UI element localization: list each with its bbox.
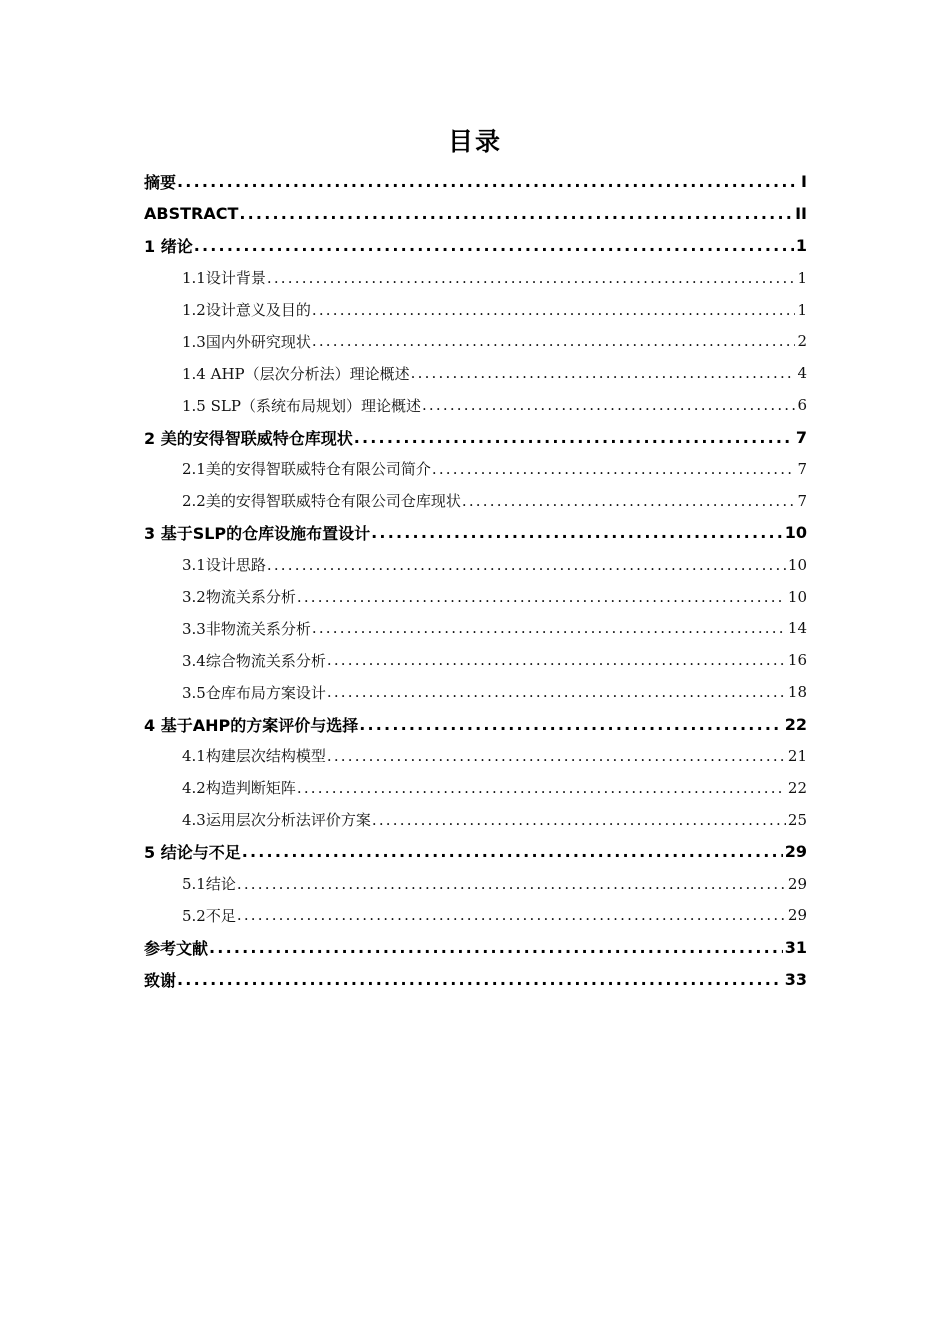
toc-section-entry[interactable] — [144, 772, 807, 804]
toc-page-number: 29 — [784, 842, 807, 862]
toc-page-number: 1 — [797, 268, 807, 287]
toc-dot-leader — [422, 396, 795, 414]
toc-section-entry[interactable] — [144, 740, 807, 772]
toc-entry-label: 4.1构建层次结构模型 — [182, 747, 326, 766]
toc-page-number: 16 — [787, 651, 807, 670]
toc-entry-label: 5.2不足 — [182, 906, 236, 925]
toc-dot-leader — [462, 492, 796, 510]
toc-dot-leader — [312, 301, 796, 319]
toc-page-number: 22 — [787, 778, 807, 797]
toc-section-entry[interactable] — [144, 389, 807, 421]
toc-entry-label: 5.1结论 — [182, 875, 236, 894]
toc-page-number: 29 — [787, 874, 807, 893]
toc-chapter-entry[interactable] — [144, 931, 807, 963]
toc-dot-leader — [312, 619, 786, 637]
toc-page-number: 1 — [795, 236, 807, 256]
toc-dot-leader — [432, 460, 796, 478]
toc-page-number: 7 — [795, 427, 807, 447]
toc-dot-leader — [267, 269, 796, 287]
toc-entry-label: 2 美的安得智联威特仓库现状 — [144, 428, 353, 448]
toc-page-number: 22 — [784, 714, 807, 734]
toc-section-entry[interactable] — [144, 453, 807, 485]
toc-section-entry[interactable] — [144, 294, 807, 326]
toc-section-entry[interactable] — [144, 676, 807, 708]
toc-section-entry[interactable] — [144, 899, 807, 931]
toc-page-number: 25 — [787, 810, 807, 829]
toc-page-number: 18 — [787, 683, 807, 702]
toc-page-number: 10 — [787, 587, 807, 606]
toc-chapter-entry[interactable] — [144, 836, 807, 868]
toc-entry-label: 1 绪论 — [144, 237, 193, 257]
toc-entry-label: 3.3非物流关系分析 — [182, 619, 311, 638]
toc-entry-label: 1.3国内外研究现状 — [182, 332, 311, 351]
toc-dot-leader — [371, 523, 783, 542]
toc-page-number: 7 — [797, 459, 807, 478]
toc-dot-leader — [267, 556, 786, 574]
toc-entry-label: 参考文献 — [144, 938, 209, 958]
toc-page-number: 2 — [797, 332, 807, 351]
toc-title: 目录 — [447, 127, 502, 156]
table-of-contents — [144, 166, 807, 995]
toc-dot-leader — [194, 236, 794, 255]
toc-section-entry[interactable] — [144, 804, 807, 836]
toc-entry-label: 4.3运用层次分析法评价方案 — [182, 811, 371, 830]
toc-dot-leader — [209, 938, 783, 957]
toc-entry-label: 3.4综合物流关系分析 — [182, 651, 326, 670]
toc-dot-leader — [177, 970, 783, 989]
toc-dot-leader — [177, 172, 799, 191]
toc-section-entry[interactable] — [144, 262, 807, 294]
toc-section-entry[interactable] — [144, 868, 807, 900]
toc-dot-leader — [411, 364, 796, 382]
toc-page-number: 31 — [784, 937, 807, 957]
toc-page-number: 10 — [787, 555, 807, 574]
toc-page-number: I — [801, 172, 807, 192]
toc-entry-label: 1.2设计意义及目的 — [182, 301, 311, 319]
toc-page-number: 10 — [784, 523, 807, 543]
toc-entry-label: 3.2物流关系分析 — [182, 588, 296, 607]
toc-dot-leader — [354, 428, 794, 447]
toc-chapter-entry[interactable] — [144, 517, 807, 549]
toc-dot-leader — [359, 715, 783, 734]
toc-entry-label: 5 结论与不足 — [144, 843, 241, 863]
toc-chapter-entry[interactable] — [144, 166, 807, 198]
toc-entry-label: 摘要 — [144, 173, 177, 193]
toc-chapter-entry[interactable] — [144, 708, 807, 740]
toc-entry-label: 2.2美的安得智联威特仓有限公司仓库现状 — [182, 492, 461, 511]
toc-entry-label: 1.4 AHP（层次分析法）理论概述 — [182, 364, 410, 383]
toc-section-entry[interactable] — [144, 581, 807, 613]
toc-section-entry[interactable] — [144, 325, 807, 357]
toc-page-number: 21 — [787, 746, 807, 765]
toc-entry-label: 2.1美的安得智联威特仓有限公司简介 — [182, 460, 431, 479]
toc-dot-leader — [297, 588, 786, 606]
toc-dot-leader — [242, 842, 783, 861]
toc-entry-label: ABSTRACT — [144, 204, 239, 224]
toc-dot-leader — [297, 779, 786, 797]
toc-dot-leader — [312, 332, 796, 350]
toc-page-number: 14 — [787, 619, 807, 638]
toc-entry-label: 3.1设计思路 — [182, 556, 266, 575]
toc-section-entry[interactable] — [144, 357, 807, 389]
toc-chapter-entry[interactable] — [144, 963, 807, 995]
toc-dot-leader — [239, 204, 793, 223]
toc-page-number: 33 — [784, 969, 807, 989]
toc-entry-label: 1.1设计背景 — [182, 269, 266, 288]
toc-section-entry[interactable] — [144, 485, 807, 517]
toc-section-entry[interactable] — [144, 612, 807, 644]
toc-dot-leader — [327, 747, 786, 765]
toc-entry-label: 4 基于AHP的方案评价与选择 — [144, 715, 359, 735]
toc-dot-leader — [327, 683, 786, 701]
toc-section-entry[interactable] — [144, 644, 807, 676]
toc-page-number: 4 — [797, 364, 807, 383]
toc-dot-leader — [327, 651, 786, 669]
toc-chapter-entry[interactable] — [144, 198, 807, 230]
toc-section-entry[interactable] — [144, 549, 807, 581]
toc-dot-leader — [237, 906, 786, 924]
toc-dot-leader — [237, 875, 786, 893]
toc-chapter-entry[interactable] — [144, 421, 807, 453]
toc-page-number: 7 — [797, 491, 807, 510]
toc-page-number: 1 — [797, 300, 807, 319]
toc-entry-label: 4.2构造判断矩阵 — [182, 779, 296, 798]
toc-page-number: 29 — [787, 906, 807, 925]
toc-chapter-entry[interactable] — [144, 230, 807, 262]
toc-entry-label: 1.5 SLP（系统布局规划）理论概述 — [182, 396, 421, 415]
toc-entry-label: 致谢 — [144, 970, 177, 990]
toc-entry-label: 3 基于SLP的仓库设施布置设计 — [144, 524, 371, 544]
toc-page-number: II — [795, 204, 807, 224]
toc-dot-leader — [372, 811, 786, 829]
toc-entry-label: 3.5仓库布局方案设计 — [182, 683, 326, 702]
toc-page-number: 6 — [797, 396, 807, 415]
